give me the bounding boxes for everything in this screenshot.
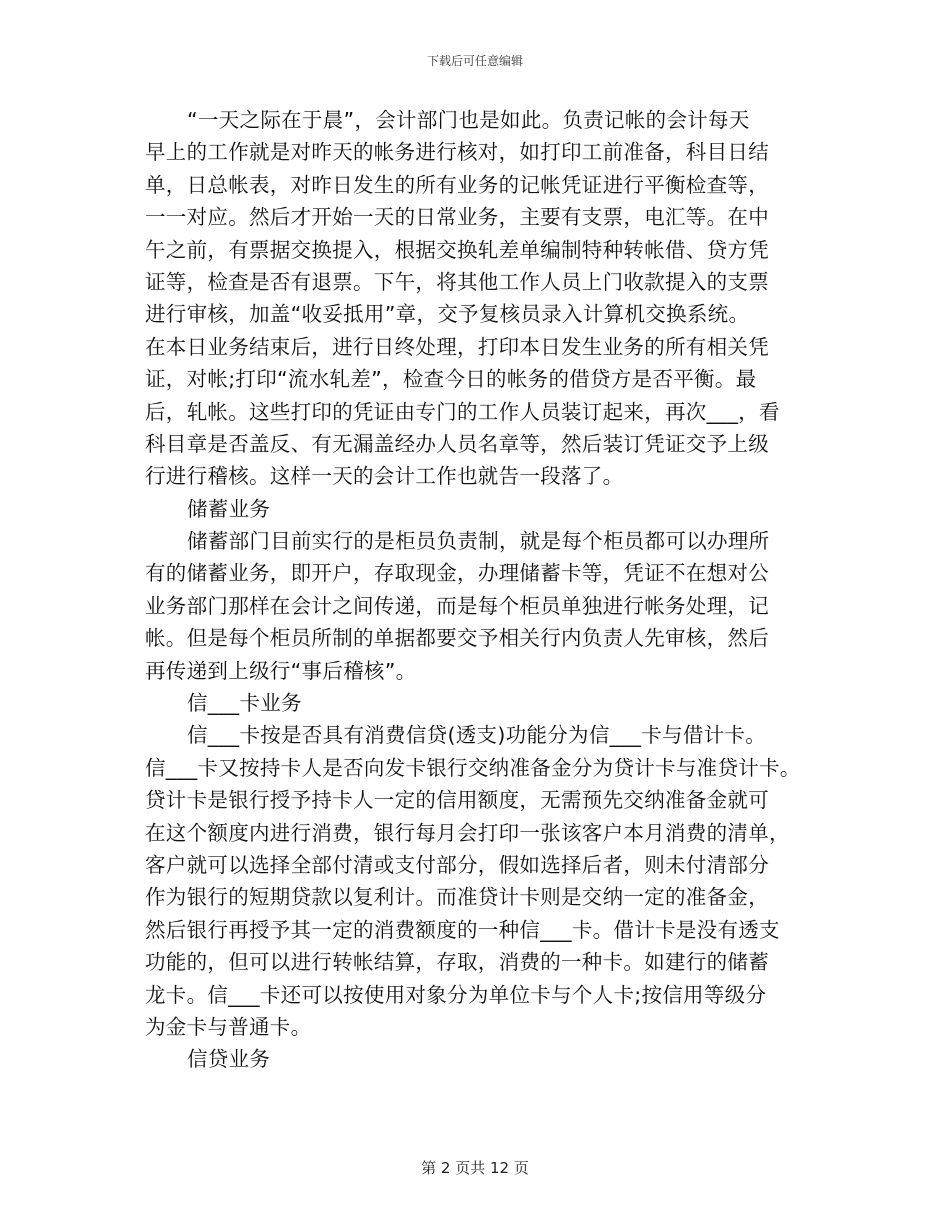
text-line: 科目章是否盖反、有无漏盖经办人员名章等，然后装订凭证交予上级 (145, 431, 769, 456)
text-line: 在本日业务结束后，进行日终处理，打印本日发生业务的所有相关凭 (145, 334, 769, 359)
text-line: 再传递到上级行“事后稽核”。 (145, 658, 417, 683)
page-header: 下载后可任意编辑 (426, 54, 523, 68)
text-line: 在这个额度内进行消费，银行每月会打印一张该客户本月消费的清单， (145, 820, 790, 845)
text-line: 贷计卡是银行授予持卡人一定的信用额度，无需预先交纳准备金就可 (145, 788, 769, 813)
text-line: 作为银行的短期贷款以复利计。而准贷计卡则是交纳一定的准备金， (145, 885, 769, 910)
text-line: 信___卡业务 (187, 691, 302, 716)
text-line: 信___卡又按持卡人是否向发卡银行交纳准备金分为贷计卡与准贷计卡。 (145, 755, 801, 780)
text-line: 证等，检查是否有退票。下午，将其他工作人员上门收款提入的支票 (145, 269, 769, 294)
text-line: 然后银行再授予其一定的消费额度的一种信___卡。借计卡是没有透支 (145, 917, 780, 942)
text-line: 单，日总帐表，对昨日发生的所有业务的记帐凭证进行平衡检查等， (145, 172, 769, 197)
text-line: 功能的，但可以进行转帐结算，存取，消费的一种卡。如建行的储蓄 (145, 950, 769, 975)
text-line: 龙卡。信___卡还可以按使用对象分为单位卡与个人卡;按信用等级分 (145, 982, 767, 1007)
text-line: 业务部门那样在会计之间传递，而是每个柜员单独进行帐务处理，记 (145, 593, 769, 618)
text-line: 早上的工作就是对昨天的帐务进行核对，如打印工前准备，科目日结 (145, 140, 769, 165)
text-line: 为金卡与普通卡。 (145, 1014, 312, 1039)
text-line: 证，对帐;打印“流水轧差”，检查今日的帐务的借贷方是否平衡。最 (145, 367, 757, 392)
page-footer: 第 2 页共 12 页 (421, 1159, 529, 1177)
text-line: 储蓄部门目前实行的是柜员负责制，就是每个柜员都可以办理所 (187, 529, 770, 554)
text-line: 后，轧帐。这些打印的凭证由专门的工作人员装订起来，再次___，看 (145, 399, 780, 424)
text-line: “一天之际在于晨”，会计部门也是如此。负责记帐的会计每天 (187, 108, 750, 132)
text-line: 信贷业务 (187, 1047, 271, 1072)
text-line: 帐。但是每个柜员所制的单据都要交予相关行内负责人先审核，然后 (145, 626, 769, 651)
text-line: 进行审核，加盖“收妥抵用”章，交予复核员录入计算机交换系统。 (145, 302, 750, 327)
text-line: 一一对应。然后才开始一天的日常业务，主要有支票，电汇等。在中 (145, 205, 769, 230)
text-line: 储蓄业务 (187, 496, 271, 521)
text-line: 有的储蓄业务，即开户，存取现金，办理储蓄卡等，凭证不在想对公 (145, 561, 769, 586)
document-body (145, 104, 805, 1076)
text-line: 行进行稽核。这样一天的会计工作也就告一段落了。 (145, 464, 624, 489)
text-line: 信___卡按是否具有消费信贷(透支)功能分为信___卡与借计卡。 (187, 723, 767, 748)
text-line: 午之前，有票据交换提入，根据交换轧差单编制特种转帐借、贷方凭 (145, 237, 769, 262)
text-line: 客户就可以选择全部付清或支付部分，假如选择后者，则未付清部分 (145, 852, 769, 877)
